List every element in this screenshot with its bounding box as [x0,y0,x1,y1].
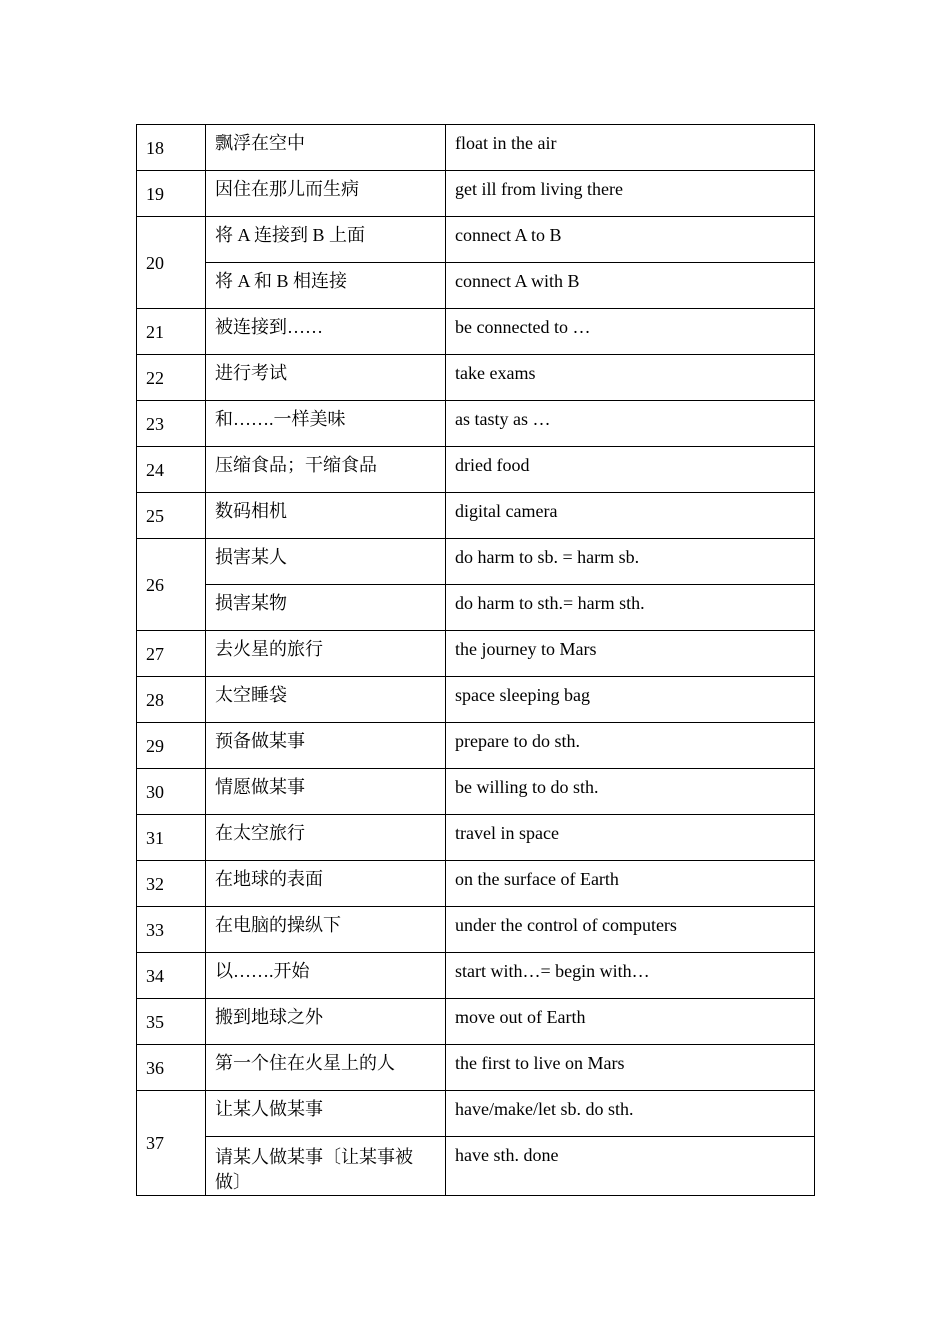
table-row [137,125,815,171]
row-number: 30 [137,769,206,815]
english-phrase: travel in space [446,815,815,861]
chinese-phrase: 搬到地球之外 [206,999,446,1045]
table-row [137,723,815,769]
english-phrase: digital camera [446,493,815,539]
english-phrase: be connected to … [446,309,815,355]
chinese-phrase: 在电脑的操纵下 [206,907,446,953]
table-row [137,1045,815,1091]
chinese-phrase: 让某人做某事 [206,1091,446,1137]
chinese-phrase: 情愿做某事 [206,769,446,815]
table-row [137,1137,815,1196]
row-number: 33 [137,907,206,953]
row-number: 19 [137,171,206,217]
chinese-phrase: 第一个住在火星上的人 [206,1045,446,1091]
chinese-phrase: 数码相机 [206,493,446,539]
row-number: 32 [137,861,206,907]
table-row [137,1091,815,1137]
table-row [137,355,815,401]
table-row [137,631,815,677]
row-number: 27 [137,631,206,677]
chinese-phrase: 和…….一样美味 [206,401,446,447]
table-row [137,999,815,1045]
chinese-phrase: 因住在那儿而生病 [206,171,446,217]
table-row [137,447,815,493]
row-number: 34 [137,953,206,999]
chinese-phrase: 被连接到…… [206,309,446,355]
table-row [137,171,815,217]
english-phrase: do harm to sth.= harm sth. [446,585,815,631]
english-phrase: have/make/let sb. do sth. [446,1091,815,1137]
table-row [137,309,815,355]
english-phrase: prepare to do sth. [446,723,815,769]
english-phrase: take exams [446,355,815,401]
english-phrase: float in the air [446,125,815,171]
table-row [137,217,815,263]
english-phrase: on the surface of Earth [446,861,815,907]
row-number: 18 [137,125,206,171]
english-phrase: start with…= begin with… [446,953,815,999]
chinese-phrase: 在太空旅行 [206,815,446,861]
english-phrase: under the control of computers [446,907,815,953]
chinese-phrase: 以…….开始 [206,953,446,999]
table-row [137,493,815,539]
row-number: 21 [137,309,206,355]
chinese-phrase: 进行考试 [206,355,446,401]
table-row [137,861,815,907]
english-phrase: move out of Earth [446,999,815,1045]
english-phrase: connect A to B [446,217,815,263]
chinese-phrase: 在地球的表面 [206,861,446,907]
row-number: 20 [137,217,206,309]
table-row [137,953,815,999]
table-row [137,401,815,447]
row-number: 25 [137,493,206,539]
table-row [137,677,815,723]
english-phrase: have sth. done [446,1137,815,1196]
row-number: 36 [137,1045,206,1091]
row-number: 29 [137,723,206,769]
vocabulary-table [136,124,815,1196]
english-phrase: be willing to do sth. [446,769,815,815]
table-row [137,539,815,585]
chinese-phrase: 预备做某事 [206,723,446,769]
english-phrase: dried food [446,447,815,493]
table-row [137,769,815,815]
table-row [137,585,815,631]
english-phrase: the first to live on Mars [446,1045,815,1091]
table-row [137,907,815,953]
chinese-phrase: 压缩食品；干缩食品 [206,447,446,493]
chinese-phrase: 太空睡袋 [206,677,446,723]
english-phrase: do harm to sb. = harm sb. [446,539,815,585]
english-phrase: space sleeping bag [446,677,815,723]
table-row [137,815,815,861]
english-phrase: get ill from living there [446,171,815,217]
row-number: 31 [137,815,206,861]
chinese-phrase: 损害某物 [206,585,446,631]
row-number: 23 [137,401,206,447]
table-row [137,263,815,309]
english-phrase: as tasty as … [446,401,815,447]
chinese-phrase: 将 A 连接到 B 上面 [206,217,446,263]
chinese-phrase: 请某人做某事〔让某事被做〕 [206,1137,446,1196]
row-number: 28 [137,677,206,723]
chinese-phrase: 损害某人 [206,539,446,585]
chinese-phrase: 飘浮在空中 [206,125,446,171]
row-number: 37 [137,1091,206,1196]
row-number: 24 [137,447,206,493]
row-number: 35 [137,999,206,1045]
english-phrase: the journey to Mars [446,631,815,677]
chinese-phrase: 将 A 和 B 相连接 [206,263,446,309]
row-number: 22 [137,355,206,401]
english-phrase: connect A with B [446,263,815,309]
chinese-phrase: 去火星的旅行 [206,631,446,677]
row-number: 26 [137,539,206,631]
